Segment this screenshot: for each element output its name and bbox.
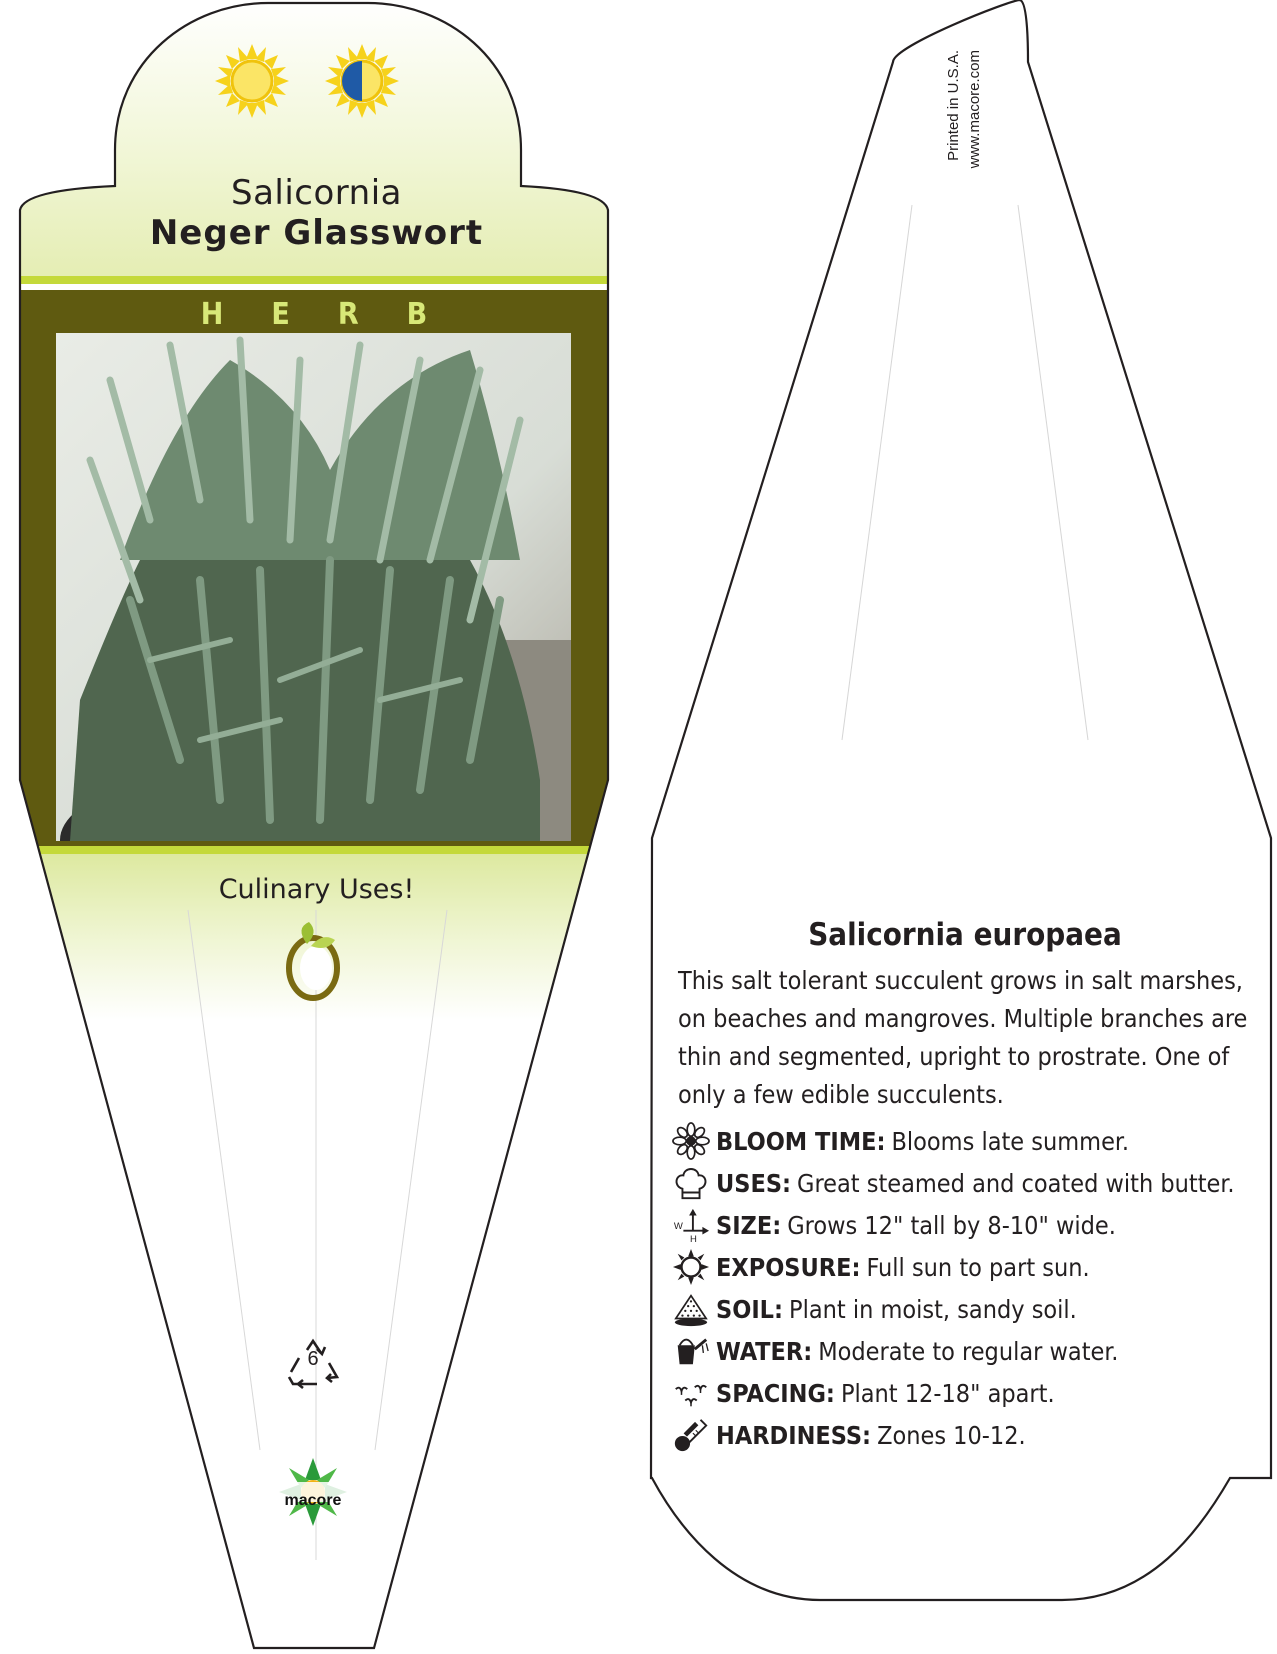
attribute-value: Plant in moist, sandy soil. <box>789 1294 1077 1324</box>
flower-icon <box>672 1122 710 1160</box>
attribute-value: Plant 12-18" apart. <box>840 1378 1055 1408</box>
size-icon-letter: W <box>673 1220 683 1232</box>
attribute-value: Great steamed and coated with butter. <box>797 1168 1235 1198</box>
attribute-value: Zones 10-12. <box>877 1420 1026 1450</box>
attribute-value: Blooms late summer. <box>891 1126 1130 1156</box>
botanical-name: Salicornia europaea <box>808 917 1122 953</box>
website: www.macore.com <box>966 50 983 169</box>
attribute-uses <box>672 1162 1272 1204</box>
size-icon-letter: H <box>690 1234 697 1244</box>
category-letter: E <box>271 297 290 332</box>
attribute-size <box>672 1204 1272 1246</box>
attribute-label: HARDINESS: <box>716 1420 872 1450</box>
common-name: Neger Glasswort <box>149 213 484 253</box>
attribute-bloom-time <box>672 1120 1272 1162</box>
printed-note: Printed in U.S.A. <box>945 50 962 161</box>
soil-icon <box>672 1290 710 1328</box>
spacing-icon <box>672 1374 710 1412</box>
full-sun-icon <box>215 44 289 118</box>
attribute-value: Full sun to part sun. <box>866 1252 1090 1282</box>
genus-name: Salicornia <box>230 173 402 213</box>
attribute-list <box>672 1120 1272 1456</box>
sun-icon <box>672 1248 710 1286</box>
attribute-label: SIZE: <box>716 1210 782 1240</box>
attribute-water <box>672 1330 1272 1372</box>
category-letter: R <box>337 297 359 332</box>
attribute-label: USES: <box>716 1168 792 1198</box>
category-label <box>22 297 606 333</box>
part-sun-icon <box>325 44 399 118</box>
watering-can-icon <box>672 1332 710 1370</box>
attribute-spacing <box>672 1372 1272 1414</box>
attribute-exposure <box>672 1246 1272 1288</box>
tagline: Culinary Uses! <box>218 874 415 905</box>
thermometer-icon <box>672 1416 710 1454</box>
attribute-label: SOIL: <box>716 1294 784 1324</box>
category-letter: H <box>200 297 224 332</box>
recycle-code: 6 <box>307 1348 319 1370</box>
description: This salt tolerant succulent grows in salt marshes, on beaches and mangroves. Multiple branches are thin and segmented, upright to prostrate. One of only a few edible succulents. <box>678 966 1248 1109</box>
chef-hat-icon <box>672 1164 710 1202</box>
size-arrows-icon <box>672 1206 710 1244</box>
attribute-value: Moderate to regular water. <box>818 1336 1119 1366</box>
attribute-value: Grows 12" tall by 8-10" wide. <box>787 1210 1116 1240</box>
attribute-label: WATER: <box>716 1336 813 1366</box>
brand-name: macore <box>284 1492 342 1509</box>
category-letter: B <box>406 297 428 332</box>
attribute-label: BLOOM TIME: <box>716 1126 886 1156</box>
attribute-label: SPACING: <box>716 1378 835 1408</box>
plant-photo <box>56 333 571 920</box>
attribute-label: EXPOSURE: <box>716 1252 861 1282</box>
attribute-soil <box>672 1288 1272 1330</box>
attribute-hardiness <box>672 1414 1272 1456</box>
